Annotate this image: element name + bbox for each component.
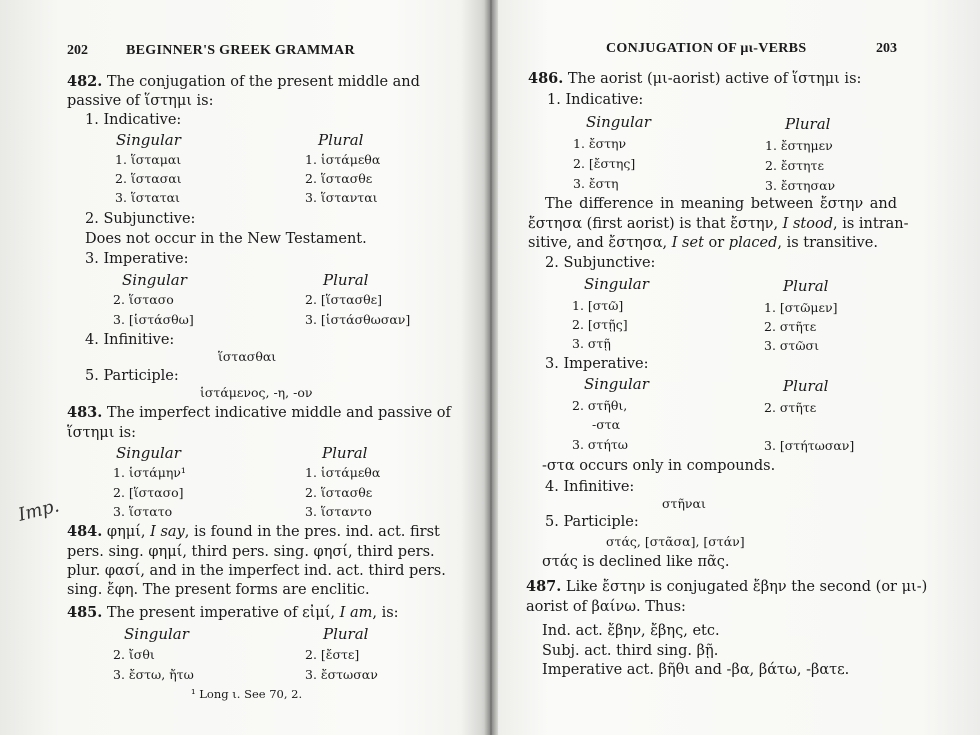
column-head-plural: Plural (323, 271, 369, 289)
subheading: 3. Imperative: (85, 251, 189, 267)
form: 3. στήτω (572, 437, 628, 452)
form: 3. ἔστη (573, 176, 619, 191)
form: 2. [ἔστης] (573, 156, 636, 171)
column-head-singular: Singular (584, 375, 649, 393)
footnote: ¹ Long ι. See 70, 2. (191, 687, 303, 701)
form: στῆναι (662, 496, 706, 511)
form: 3. [στήτωσαν] (764, 438, 855, 453)
column-head-singular: Singular (586, 113, 651, 131)
form: 2. [στῇς] (572, 317, 628, 332)
section-483-line (67, 404, 451, 422)
section-number: 486. (528, 70, 564, 87)
column-head-plural: Plural (785, 115, 831, 133)
form: 2. ἵστασθε (305, 171, 373, 186)
section-482-line (67, 73, 420, 91)
column-head-singular: Singular (584, 275, 649, 293)
subheading: 3. Imperative: (545, 356, 649, 372)
text-line: ἵστημι is: (67, 425, 136, 441)
form: στάς, [στᾶσα], [στάν] (606, 534, 745, 549)
form: 3. [ἱστάσθωσαν] (305, 312, 411, 327)
form: 3. στῶσι (764, 338, 819, 353)
column-head-plural: Plural (323, 625, 369, 643)
section-number: 485. (67, 604, 103, 621)
form: 3. ἔστησαν (765, 178, 836, 193)
text: φημί, (102, 524, 151, 540)
page-number: 203 (876, 41, 897, 56)
subheading: 4. Infinitive: (545, 479, 635, 495)
text-line: The difference in meaning between ἔστην and (545, 196, 897, 212)
text: The conjugation of the present middle and (102, 74, 420, 90)
form: 3. ἔστω, ἤτω (113, 667, 194, 682)
text-line: Does not occur in the New Testament. (85, 231, 367, 247)
text: , is transitive. (777, 235, 878, 251)
text: , is found in the pres. ind. act. first (184, 524, 440, 540)
section-484-line (67, 523, 440, 541)
running-head: CONJUGATION OF μι-VERBS (606, 41, 807, 56)
form: 1. [στῶμεν] (764, 300, 838, 315)
form: 2. [ἵστασθε] (305, 292, 382, 307)
form: 2. ἔστητε (765, 158, 824, 173)
text-line: aorist of βαίνω. Thus: (526, 599, 686, 615)
right-page (498, 0, 980, 735)
subheading: 2. Subjunctive: (545, 255, 656, 271)
text-italic: I am (339, 605, 373, 621)
text: The aorist (μι-aorist) active of ἵστημι is: (563, 71, 862, 87)
form: 2. ἵστασο (113, 292, 174, 307)
text: The imperfect indicative middle and passive of (102, 405, 451, 421)
handwritten-margin-note: Imp. (16, 495, 62, 526)
section-number: 484. (67, 523, 103, 540)
subheading: 1. Indicative: (547, 92, 644, 108)
subheading: 5. Participle: (85, 368, 179, 384)
text-line: pers. sing. φημί, third pers. sing. φησί, third pers. (67, 544, 435, 560)
subheading: 5. Participle: (545, 514, 639, 530)
form: 1. ἱστάμεθα (305, 465, 381, 480)
form: 3. ἵστατο (113, 504, 173, 519)
text-line (528, 234, 878, 252)
form: 2. στῆτε (764, 319, 817, 334)
section-486-line (528, 70, 861, 88)
text-line: plur. φασί, and in the imperfect ind. act. third pers. (67, 563, 446, 579)
column-head-plural: Plural (783, 377, 829, 395)
book-gutter (484, 0, 498, 735)
section-number: 482. (67, 73, 103, 90)
form: 2. [ἔστε] (305, 647, 360, 662)
form: 2. στῆτε (764, 400, 817, 415)
text-line: -στα occurs only in compounds. (542, 458, 776, 474)
text-italic: I set (671, 235, 704, 251)
form: ἱστάμενος, -η, -ον (200, 385, 313, 400)
page-number: 202 (67, 43, 88, 58)
section-number: 487. (526, 578, 562, 595)
form: 3. ἔστωσαν (305, 667, 378, 682)
text-italic: I stood (782, 216, 834, 232)
form: 3. [ἱστάσθω] (113, 312, 194, 327)
subheading: 4. Infinitive: (85, 332, 175, 348)
form: 3. ἵσταντο (305, 504, 372, 519)
running-head: BEGINNER'S GREEK GRAMMAR (126, 43, 355, 58)
text: ἔστησα (first aorist) is that ἔστην, (528, 216, 783, 232)
text-line: στάς is declined like πᾶς. (542, 554, 730, 570)
column-head-singular: Singular (116, 131, 181, 149)
column-head-singular: Singular (124, 625, 189, 643)
column-head-plural: Plural (322, 444, 368, 462)
text-italic: I say (150, 524, 185, 540)
text-line: Imperative act. βῆθι and -βα, βάτω, -βατε. (542, 662, 850, 678)
text: , is intran- (833, 216, 909, 232)
text: sitive, and ἔστησα, (528, 235, 672, 251)
section-485-line (67, 604, 399, 622)
form: ἵστασθαι (218, 349, 277, 364)
text-italic: placed (728, 235, 778, 251)
column-head-plural: Plural (318, 131, 364, 149)
form: 1. ἵσταμαι (115, 152, 182, 167)
form: -στα (592, 417, 621, 432)
section-487-line (526, 578, 927, 596)
form: 3. ἵστανται (305, 190, 378, 205)
form: 3. ἵσταται (115, 190, 180, 205)
form: 1. ἔστην (573, 136, 627, 151)
column-head-singular: Singular (122, 271, 187, 289)
column-head-singular: Singular (116, 444, 181, 462)
text-line: passive of ἵστημι is: (67, 93, 214, 109)
subheading: 1. Indicative: (85, 112, 182, 128)
form: 2. ἴσθι (113, 647, 155, 662)
column-head-plural: Plural (783, 277, 829, 295)
form: 1. ἱστάμεθα (305, 152, 381, 167)
text-line: sing. ἔφη. The present forms are enclitic. (67, 582, 370, 598)
form: 2. [ἵστασο] (113, 485, 184, 500)
form: 1. [στῶ] (572, 298, 624, 313)
subheading: 2. Subjunctive: (85, 211, 196, 227)
form: 3. στῇ (572, 336, 611, 351)
text: , is: (372, 605, 399, 621)
section-number: 483. (67, 404, 103, 421)
text-line (528, 215, 909, 233)
form: 2. ἵστασθε (305, 485, 373, 500)
form: 2. ἵστασαι (115, 171, 182, 186)
text-line: Subj. act. third sing. βῇ. (542, 643, 719, 659)
form: 2. στῆθι, (572, 398, 628, 413)
text: Like ἔστην is conjugated ἔβην the second (or μι-) (561, 579, 928, 595)
text: or (703, 235, 729, 251)
text: The present imperative of εἰμί, (102, 605, 340, 621)
left-page (0, 0, 484, 735)
form: 1. ἔστημεν (765, 138, 833, 153)
text-line: Ind. act. ἔβην, ἔβης, etc. (542, 623, 720, 639)
form: 1. ἱστάμην¹ (113, 465, 186, 480)
